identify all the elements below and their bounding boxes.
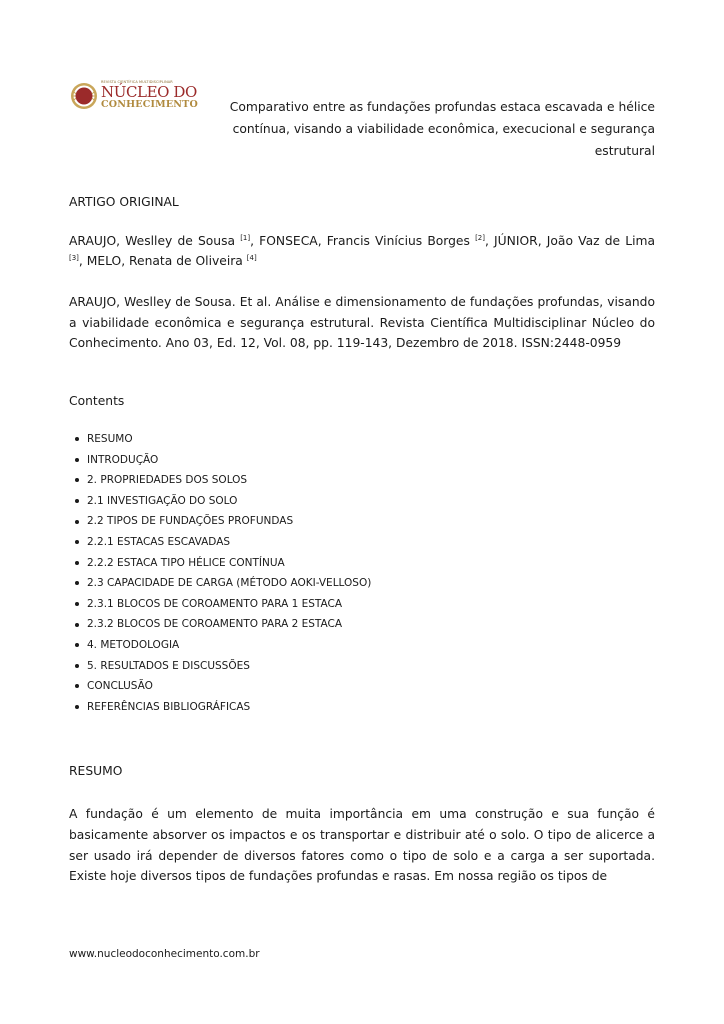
bullet-icon — [75, 643, 79, 647]
toc-item[interactable]: 2.1 INVESTIGAÇÃO DO SOLO — [75, 491, 371, 512]
toc-item[interactable]: 2.2.2 ESTACA TIPO HÉLICE CONTÍNUA — [75, 553, 371, 574]
bullet-icon — [75, 561, 79, 565]
bullet-icon — [75, 664, 79, 668]
seal-icon — [70, 82, 98, 110]
resumo-heading: RESUMO — [69, 764, 123, 778]
journal-logo — [70, 78, 198, 116]
footer-url[interactable]: www.nucleodoconhecimento.com.br — [69, 948, 260, 960]
author-name: JÚNIOR, João Vaz de Lima — [494, 234, 656, 248]
bullet-icon — [75, 623, 79, 627]
bullet-icon — [75, 705, 79, 709]
author-list: ARAUJO, Weslley de Sousa [1], FONSECA, Francis Vinícius Borges [2], JÚNIOR, João Vaz de Lima [3], MELO, Renata de Oliveira [4] — [69, 234, 656, 268]
author-name: ARAUJO, Weslley de Sousa — [69, 234, 236, 248]
contents-heading: Contents — [69, 394, 125, 408]
logo-tagline: REVISTA CIENTÍFICA MULTIDISCIPLINAR — [101, 80, 173, 84]
bullet-icon — [75, 520, 79, 524]
bullet-icon — [75, 581, 79, 585]
toc-item[interactable]: REFERÊNCIAS BIBLIOGRÁFICAS — [75, 697, 371, 718]
author-name: FONSECA, Francis Vinícius Borges — [259, 234, 470, 248]
resumo-text: A fundação é um elemento de muita importância em uma construção e sua função é basicamente absorver os impactos e os transportar e distribuir até o solo. O tipo de alicerce a ser usado irá depender de diversos fatores como o tipo de solo e a carga a ser suportada. Existe hoje diversos tipos de fundações profundas e rasas. Em nossa região os tipos de — [69, 807, 655, 884]
toc-item[interactable]: 2.3.2 BLOCOS DE COROAMENTO PARA 2 ESTACA — [75, 614, 371, 635]
bullet-icon — [75, 478, 79, 482]
article-title: Comparativo entre as fundações profundas estaca escavada e hélice contínua, visando a viabilidade econômica, execucional e segurança estrutural — [229, 100, 655, 158]
toc-item[interactable]: RESUMO — [75, 429, 371, 450]
author-ref[interactable]: [4] — [246, 254, 257, 262]
table-of-contents — [75, 429, 371, 717]
bullet-icon — [75, 437, 79, 441]
author-ref[interactable]: [2] — [475, 234, 485, 242]
bullet-icon — [75, 458, 79, 462]
bullet-icon — [75, 684, 79, 688]
toc-item[interactable]: 4. METODOLOGIA — [75, 635, 371, 656]
logo-line1: NÚCLEO DO — [101, 83, 197, 101]
article-type: ARTIGO ORIGINAL — [69, 195, 179, 209]
author-ref[interactable]: [1] — [240, 234, 251, 242]
toc-item[interactable]: 2.2 TIPOS DE FUNDAÇÕES PROFUNDAS — [75, 511, 371, 532]
toc-item[interactable]: 2.3 CAPACIDADE DE CARGA (MÉTODO AOKI-VELLOSO) — [75, 573, 371, 594]
author-name: MELO, Renata de Oliveira — [86, 254, 243, 268]
toc-item[interactable]: CONCLUSÃO — [75, 676, 371, 697]
logo-line2: CONHECIMENTO — [101, 99, 198, 110]
bullet-icon — [75, 602, 79, 606]
bullet-icon — [75, 540, 79, 544]
toc-item[interactable]: 5. RESULTADOS E DISCUSSÕES — [75, 656, 371, 677]
toc-item[interactable]: 2. PROPRIEDADES DOS SOLOS — [75, 470, 371, 491]
toc-item[interactable]: 2.3.1 BLOCOS DE COROAMENTO PARA 1 ESTACA — [75, 594, 371, 615]
bullet-icon — [75, 499, 79, 503]
author-ref[interactable]: [3] — [69, 254, 79, 262]
citation: ARAUJO, Weslley de Sousa. Et al. Análise e dimensionamento de fundações profundas, visando a viabilidade econômica e segurança estrutural. Revista Científica Multidisciplinar Núcleo do Conhecimento. Ano 03, Ed. 12, Vol. 08, pp. 119-143, Dezembro de 2018. ISSN:2448-0959 — [69, 295, 655, 350]
toc-item[interactable]: 2.2.1 ESTACAS ESCAVADAS — [75, 532, 371, 553]
toc-item[interactable]: INTRODUÇÃO — [75, 450, 371, 471]
